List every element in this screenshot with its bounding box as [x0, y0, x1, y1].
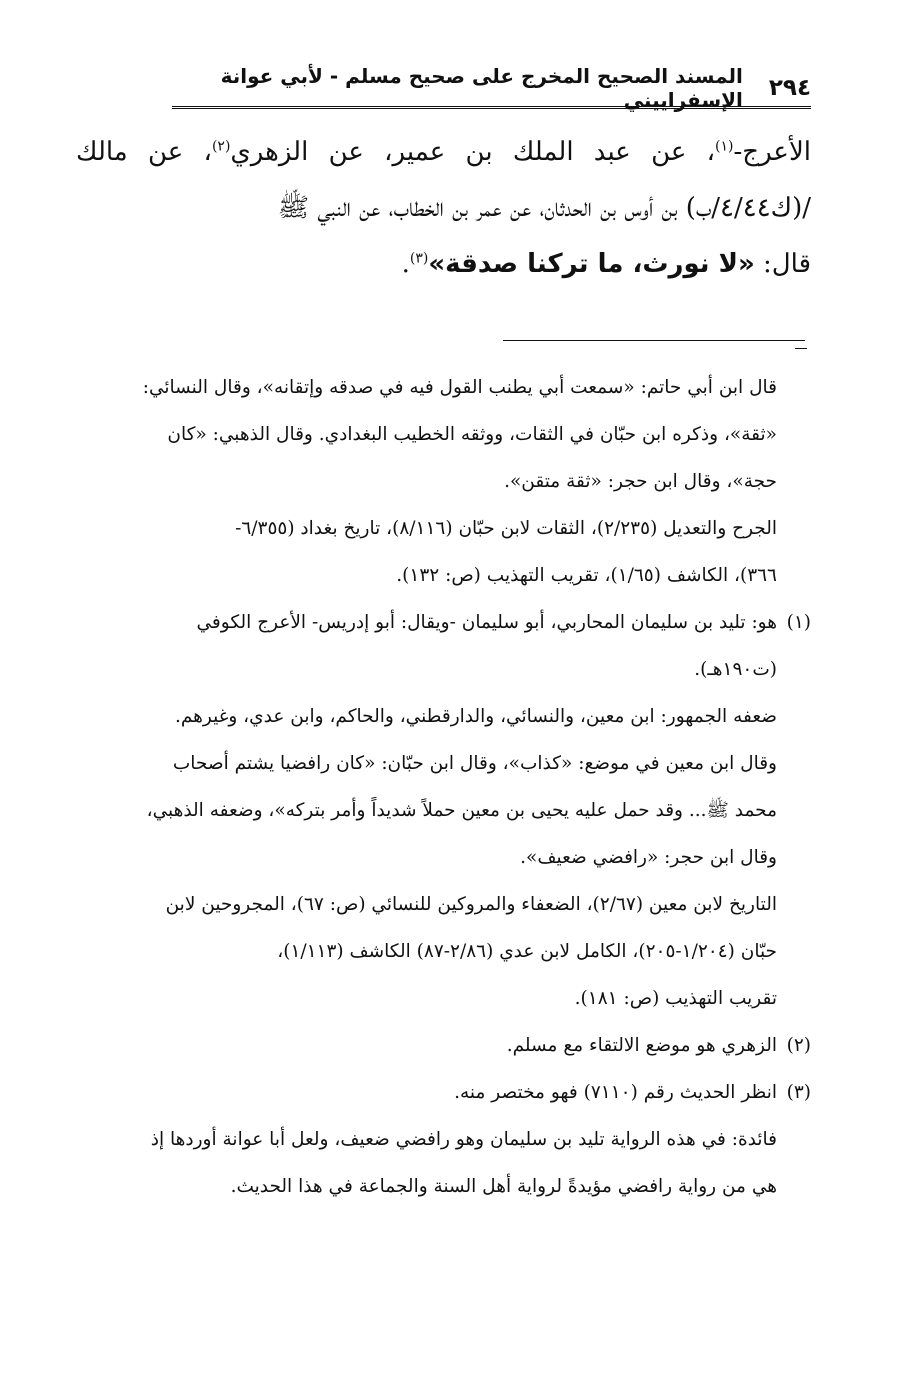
footnote-line: التاريخ لابن معين (٢/٦٧)، الضعفاء والمروكين للنسائي (ص: ٦٧)، المجروحين لابن [165, 894, 777, 915]
footnote-text: انظر الحديث رقم (٧١١٠) فهو مختصر منه. [454, 1082, 777, 1103]
running-header [172, 64, 811, 112]
footnote-line: وقال ابن معين في موضع: «كذاب»، وقال ابن حبّان: «كان رافضيا يشتم أصحاب [172, 753, 777, 774]
footnote-continued-line: قال ابن أبي حاتم: «سمعت أبي يطنب القول فيه في صدقه وإتقانه»، وقال النسائي: [142, 377, 777, 398]
footnote-continued-line: «ثقة»، وذكره ابن حبّان في الثقات، ووثقه الخطيب البغدادي. وقال الذهبي: «كان [167, 424, 777, 445]
footnote-number: (٣) [786, 1082, 811, 1103]
footnote-line: (ت١٩٠هـ). [694, 659, 777, 680]
footnote-continued-line: حجة»، وقال ابن حجر: «ثقة متقن». [504, 471, 777, 492]
footnote-line: تقريب التهذيب (ص: ١٨١). [574, 988, 777, 1009]
footnote-line: ضعفه الجمهور: ابن معين، والنسائي، والدارقطني، والحاكم، وابن عدي، وغيرهم. [174, 706, 777, 727]
footnote-number: (١) [786, 612, 811, 633]
book-title: المسند الصحيح المخرج على صحيح مسلم - لأبي عوانة الإسفراييني [220, 64, 743, 112]
hadith-quote: «لا نورث، ما تركنا صدقة» [428, 249, 755, 279]
main-line-2: /(ك٤/٤٤/ب) بن أوس بن الحدثان، عن عمر بن الخطاب، عن النبي ﷺ [277, 193, 811, 223]
benefit-note-line: فائدة: في هذه الرواية تليد بن سليمان وهو رافضي ضعيف، ولعل أبا عوانة أوردها إذ [150, 1129, 777, 1150]
text-segment: ، عن عبد الملك بن عمير، عن الزهري [230, 137, 716, 167]
text-segment: . [401, 249, 410, 279]
footnote-divider [503, 340, 805, 341]
footnote-ref-1[interactable]: (١) [715, 138, 734, 155]
footnote-line: وقال ابن حجر: «رافضي ضعيف». [520, 847, 777, 868]
footnote-3 [96, 1069, 811, 1116]
footnote-ref-2[interactable]: (٢) [211, 138, 231, 155]
footnote-continued-line: الجرح والتعديل (٢/٢٣٥)، الثقات لابن حبّان (٨/١١٦)، تاريخ بغداد (٦/٣٥٥- [235, 518, 777, 539]
footnote-text: هو: تليد بن سليمان المحاربي، أبو سليمان -ويقال: أبو إدريس- الأعرج الكوفي [196, 612, 777, 633]
page-number: ٢٩٤ [768, 75, 811, 101]
footnote-line: حبّان (١/٢٠٤-٢٠٥)، الكامل لابن عدي (٢/٨٦-٨٧) الكاشف (١/١١٣)، [277, 941, 777, 962]
continuation-mark [795, 348, 807, 349]
footnote-ref-3[interactable]: (٣) [409, 250, 429, 267]
text-segment: قال: [754, 249, 811, 279]
footnote-text: الزهري هو موضع الالتقاء مع مسلم. [506, 1035, 777, 1056]
footnote-1 [96, 599, 811, 646]
text-segment: الأعرج- [733, 137, 811, 167]
footnote-line: محمد ﷺ... وقد حمل عليه يحيى بن معين حملاً شديداً وأمر بتركه»، وضعفه الذهبي، [146, 800, 777, 821]
footnote-continued-line: ٣٦٦)، الكاشف (١/٦٥)، تقريب التهذيب (ص: ١٣٢). [396, 565, 777, 586]
text-segment: ، عن مالك [76, 137, 212, 167]
header-divider [172, 106, 811, 111]
benefit-note-line: هي من رواية رافضي مؤيدةً لرواية أهل السنة والجماعة في هذا الحديث. [230, 1176, 777, 1197]
main-text [76, 124, 811, 292]
footnotes [96, 364, 811, 1210]
footnote-number: (٢) [786, 1035, 811, 1056]
footnote-2 [96, 1022, 811, 1069]
main-line-1 [76, 124, 811, 180]
main-line-3 [96, 236, 811, 292]
